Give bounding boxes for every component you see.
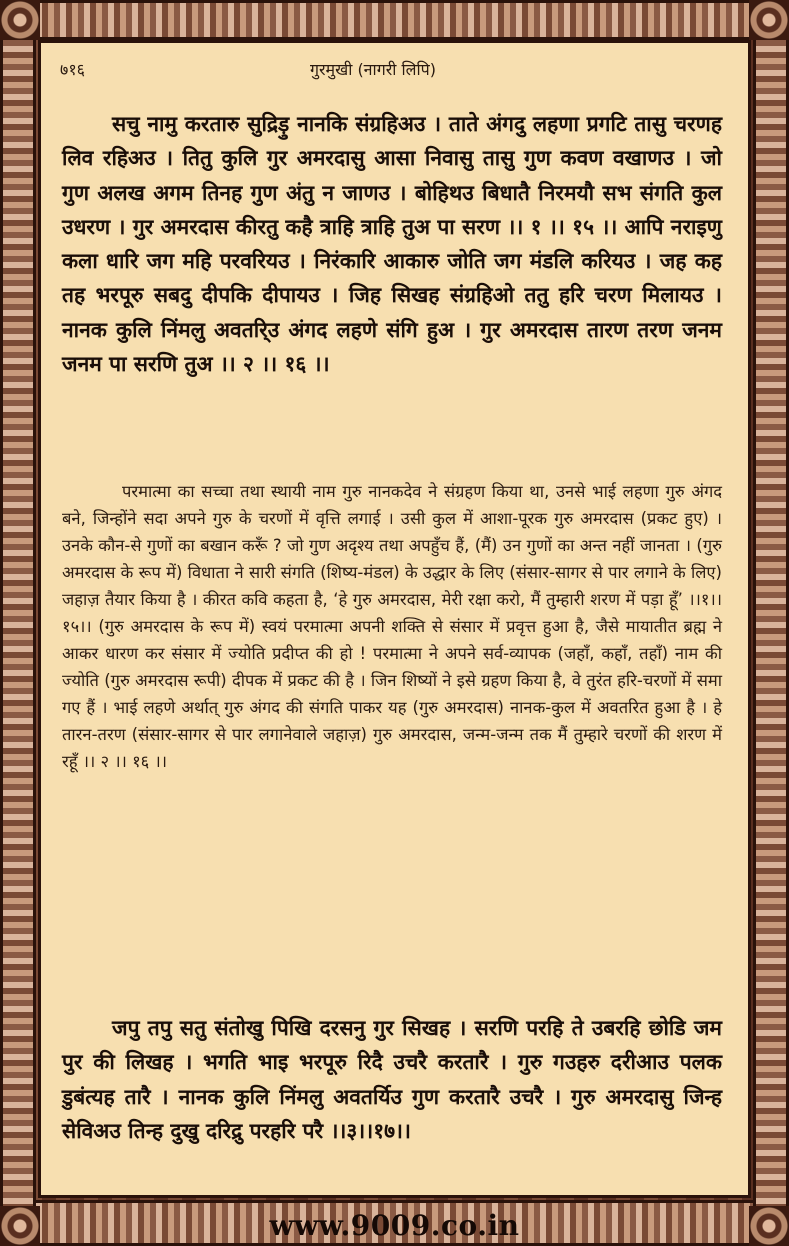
verse-text-1: सचु नामु करतारु सुद्रिड़ु नानकि संग्रहिअउ । ताते अंगदु लहणा प्रगटि तासु चरणह लिव रहिअउ । तितु कुलि गुर अमरदासु आसा निवासु तासु गुण कवण वखाणउ । जो गुण अलख अगम तिनह गुण अंतु न जाणउ । बोहिथउ बिधातै निरमयौ सभ संगति कुल उधरण । गुर अमरदास कीरतु कहै त्राहि त्राहि तुअ पा सरण ।। १ ।। १५ ।। आपि नराइणु कला धारि जग महि परवरियउ । निरंकारि आकारु जोति जग मंडलि करियउ । जह कह तह भरपूरु सबदु दीपकि दीपायउ । जिह सिखह संग्रहिओ ततु हरि चरण मिलायउ । नानक कुलि निंमलु अवतरि्उ अंगद लहणे संगि हुअ । गुर अमरदास तारण तरण जनम जनम पा सरणि तुअ ।। २ ।। १६ ।।: [62, 112, 722, 377]
verse-text-3: जपु तपु सतु संतोखु पिखि दरसनु गुर सिखह । सरणि परहि ते उबरहि छोडि जम पुर की लिखह । भगति भाइ भरपूरु रिदै उचरै करतारै । गुरु गउहरु दरीआउ पलक डुबंत्यह तारै । नानक कुलि निंमलु अवतर्यिउ गुण करतारै उचरै । गुरु अमरदासु जिन्ह सेविअउ तिन्ह दुखु दरिद्रु परहरि परै ।।३।।१७।।: [62, 1016, 722, 1143]
page-title: गुरमुखी (नागरी लिपि): [310, 60, 436, 79]
frame-left-border: [0, 34, 36, 1206]
frame-top-border: [0, 0, 789, 40]
corner-ornament-top-left: [0, 0, 40, 40]
page-header: [60, 58, 720, 88]
meaning-block: [62, 478, 722, 775]
meaning-text: परमात्मा का सच्चा तथा स्थायी नाम गुरु नानकदेव ने संग्रहण किया था, उनसे भाई लहणा गुरु अंगद बने, जिन्होंने सदा अपने गुरु के चरणों में वृत्ति लगाई । उसी कुल में आशा-पूरक गुरु अमरदास (प्रकट हुए) । उनके कौन-से गुणों का बखान करूँ ? जो गुण अदृश्य तथा अपहुँच हैं, (मैं) उन गुणों का अन्त नहीं जानता । (गुरु अमरदास के रूप में) विधाता ने सारी संगति (शिष्य-मंडल) के उद्धार के लिए (संसार-सागर से पार लगाने के लिए) जहाज़ तैयार किया है । कीरत कवि कहता है, ‘हे गुरु अमरदास, मेरी रक्षा करो, मैं तुम्हारी शरण में पड़ा हूँ’ ।।१।।१५।। (गुरु अमरदास के रूप में) स्वयं परमात्मा अपनी शक्ति से संसार में प्रवृत्त हुआ है, जैसे मायातीत ब्रह्म ने आकर धारण कर संसार में ज्योति प्रदीप्त की हो ! परमात्मा ने अपने सर्व-व्यापक (जहाँ, कहाँ, तहाँ) नाम की ज्योति (गुरु अमरदास रूपी) दीपक में प्रकट की है । जिन शिष्यों ने इसे ग्रहण किया है, वे तुरंत हरि-चरणों में समा गए हैं । भाई लहणे अर्थात् गुरु अंगद की संगति पाकर यह (गुरु अमरदास) नानक-कुल में अवतरित हुआ है । हे तारन-तरण (संसार-सागर से पार लगानेवाले जहाज़) गुरु अमरदास, जन्म-जन्म तक मैं तुम्हारे चरणों की शरण में रहूँ ।। २ ।। १६ ।।: [62, 482, 722, 771]
page-number: ७१६: [60, 60, 85, 79]
verse-block-3: [62, 1011, 722, 1148]
verse-block-1: [62, 107, 722, 381]
frame-right-border: [753, 34, 789, 1206]
corner-ornament-top-right: [749, 0, 789, 40]
website-url[interactable]: www.9009.co.in: [269, 1209, 520, 1242]
